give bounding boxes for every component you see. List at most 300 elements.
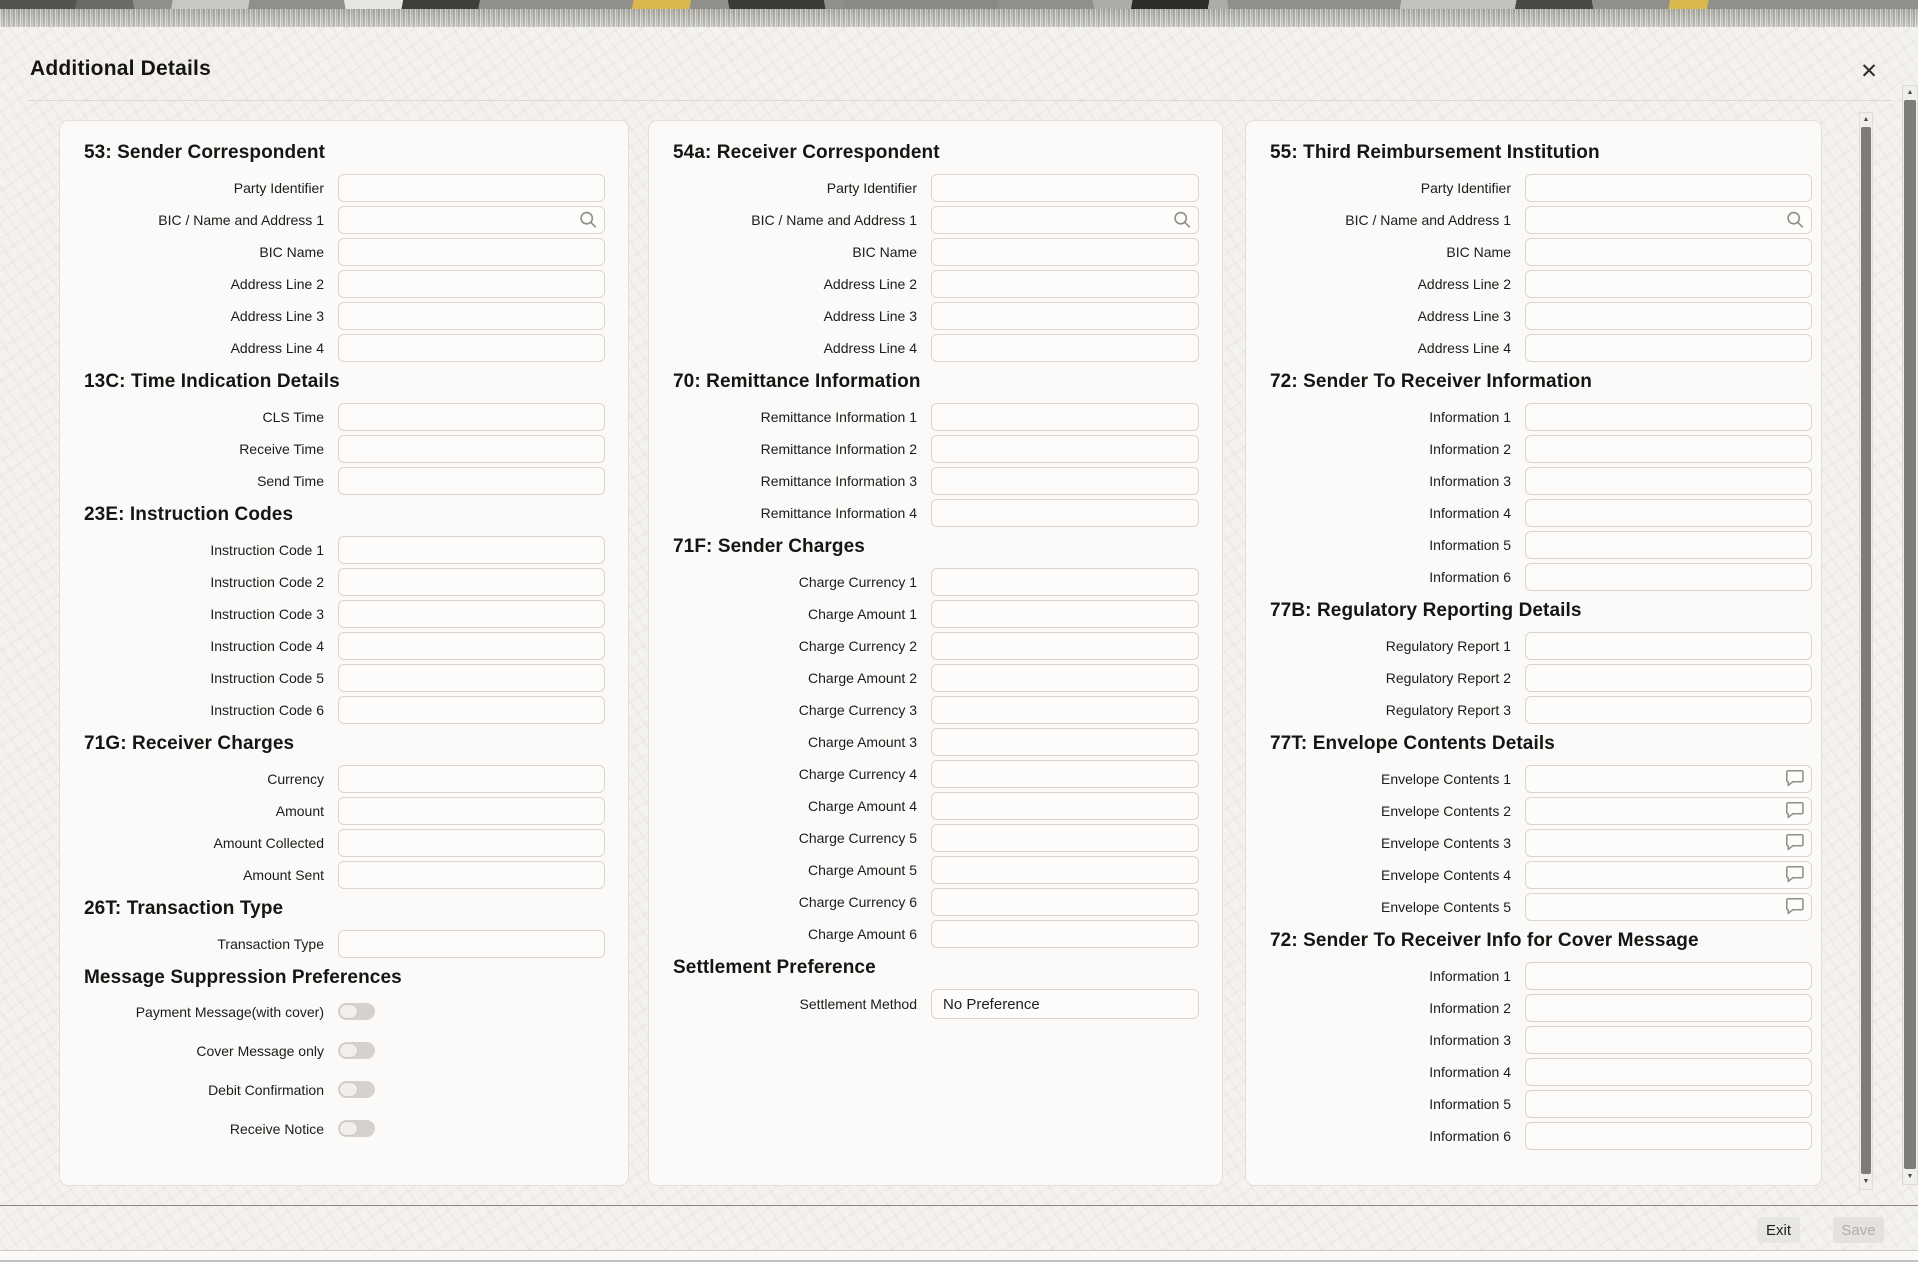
form-row [673, 856, 1199, 884]
form-row [84, 765, 605, 793]
col3-address-line-3-label: Address Line 3 [1417, 308, 1511, 324]
col1-transaction-type-label: Transaction Type [217, 936, 324, 952]
col1-receive-time-label: Receive Time [239, 441, 324, 457]
form-row [84, 1116, 605, 1141]
form-row [1270, 174, 1812, 202]
col2-party-identifier-input[interactable] [931, 174, 1199, 202]
form-row [1270, 797, 1812, 825]
window-scrollbar[interactable] [1902, 85, 1918, 1185]
field-wrap [338, 403, 605, 431]
footer-divider [0, 1205, 1918, 1206]
col3-information-5-input[interactable] [1525, 531, 1812, 559]
col1-payment-message-with-cover-toggle[interactable] [338, 1003, 375, 1020]
field-wrap [338, 467, 605, 495]
col2-charge-currency-2-label: Charge Currency 2 [798, 638, 917, 654]
col3-address-line-3-input[interactable] [1525, 302, 1812, 330]
col1-instruction-code-6-label: Instruction Code 6 [210, 702, 324, 718]
col3-information-1-label: Information 1 [1429, 409, 1511, 425]
col3-information-2-input[interactable] [1525, 435, 1812, 463]
section-title-settlement-preference: Settlement Preference [673, 957, 876, 978]
field-wrap [931, 792, 1199, 820]
search-icon[interactable] [578, 210, 598, 230]
col2-settlement-method-label: Settlement Method [799, 996, 917, 1012]
form-row [1270, 632, 1812, 660]
additional-details-modal [0, 27, 1918, 1262]
col2-charge-amount-5-input[interactable] [931, 856, 1199, 884]
col2-party-identifier-label: Party Identifier [826, 180, 917, 196]
field-wrap [1525, 893, 1812, 921]
field-wrap [1525, 499, 1812, 527]
field-wrap [338, 206, 605, 234]
section-title-53-sender-correspondent: 53: Sender Correspondent [84, 142, 326, 163]
scroll-up-icon[interactable]: ▲ [1906, 89, 1914, 96]
form-row [1270, 1058, 1812, 1086]
form-row [84, 536, 605, 564]
col3-regulatory-report-2-input[interactable] [1525, 664, 1812, 692]
field-wrap [931, 568, 1199, 596]
form-row [84, 403, 605, 431]
col3-bic-name-input[interactable] [1525, 238, 1812, 266]
form-row [673, 238, 1199, 266]
form-row [1270, 829, 1812, 857]
form-row [84, 467, 605, 495]
col2-address-line-2-input[interactable] [931, 270, 1199, 298]
col2-settlement-method-select[interactable] [931, 989, 1199, 1019]
col2-charge-currency-4-label: Charge Currency 4 [798, 766, 917, 782]
col3-envelope-contents-5-input[interactable] [1525, 893, 1812, 921]
field-wrap [931, 403, 1199, 431]
field-wrap [1525, 994, 1812, 1022]
field-wrap [338, 696, 605, 724]
field-wrap [931, 824, 1199, 852]
field-wrap [338, 829, 605, 857]
col2-charge-amount-3-label: Charge Amount 3 [808, 734, 917, 750]
field-wrap [338, 536, 605, 564]
decorative-top-banner [0, 0, 1918, 27]
form-row [673, 792, 1199, 820]
form-row [1270, 765, 1812, 793]
field-wrap [931, 728, 1199, 756]
col1-address-line-2-label: Address Line 2 [230, 276, 324, 292]
col1-cls-time-input[interactable] [338, 403, 605, 431]
search-icon[interactable] [1785, 210, 1805, 230]
field-wrap [1525, 435, 1812, 463]
col1-instruction-code-6-input[interactable] [338, 696, 605, 724]
col3-information-1-label: Information 1 [1429, 968, 1511, 984]
scroll-up-icon[interactable]: ▲ [1862, 116, 1870, 123]
scroll-down-icon[interactable]: ▼ [1906, 1173, 1914, 1180]
field-wrap [338, 302, 605, 330]
col2-charge-currency-5-label: Charge Currency 5 [798, 830, 917, 846]
col3-information-5-input[interactable] [1525, 1090, 1812, 1118]
col1-address-line-4-label: Address Line 4 [230, 340, 324, 356]
form-row [1270, 861, 1812, 889]
col3-envelope-contents-5-label: Envelope Contents 5 [1381, 899, 1511, 915]
col3-regulatory-report-3-input[interactable] [1525, 696, 1812, 724]
field-wrap [1525, 1026, 1812, 1054]
form-row [1270, 467, 1812, 495]
col3-envelope-contents-2-input[interactable] [1525, 797, 1812, 825]
field-wrap [1525, 962, 1812, 990]
form-row [1270, 435, 1812, 463]
col2-charge-amount-1-label: Charge Amount 1 [808, 606, 917, 622]
field-wrap [1525, 531, 1812, 559]
col1-bic-name-input[interactable] [338, 238, 605, 266]
col1-cover-message-only-toggle[interactable] [338, 1042, 375, 1059]
col1-amount-collected-input[interactable] [338, 829, 605, 857]
left-column [59, 120, 629, 1186]
form-row [1270, 1090, 1812, 1118]
field-wrap [338, 930, 605, 958]
col1-instruction-code-1-input[interactable] [338, 536, 605, 564]
field-wrap [1525, 302, 1812, 330]
col2-remittance-information-3-label: Remittance Information 3 [760, 473, 917, 489]
col3-party-identifier-input[interactable] [1525, 174, 1812, 202]
section-title-77t-envelope-contents-details: 77T: Envelope Contents Details [1270, 733, 1555, 754]
save-button[interactable]: Save [1833, 1217, 1884, 1243]
form-row [673, 174, 1199, 202]
field-wrap [1525, 174, 1812, 202]
col3-envelope-contents-4-input[interactable] [1525, 861, 1812, 889]
field-wrap [338, 568, 605, 596]
col2-remittance-information-4-input[interactable] [931, 499, 1199, 527]
section-title-71g-receiver-charges: 71G: Receiver Charges [84, 733, 295, 754]
col2-bic-name-and-address-1-label: BIC / Name and Address 1 [751, 212, 917, 228]
field-wrap [338, 861, 605, 889]
section-title-55-third-reimbursement-institution: 55: Third Reimbursement Institution [1270, 142, 1600, 163]
field-wrap [1525, 1058, 1812, 1086]
form-row [673, 302, 1199, 330]
form-row [673, 600, 1199, 628]
col2-charge-currency-6-input[interactable] [931, 888, 1199, 916]
field-wrap [931, 920, 1199, 948]
col3-information-5-label: Information 5 [1429, 1096, 1511, 1112]
search-icon[interactable] [1172, 210, 1192, 230]
col1-instruction-code-2-label: Instruction Code 2 [210, 574, 324, 590]
modal-scrollbar[interactable] [1859, 112, 1873, 1190]
field-wrap [931, 664, 1199, 692]
col3-envelope-contents-1-input[interactable] [1525, 765, 1812, 793]
col3-information-4-label: Information 4 [1429, 505, 1511, 521]
form-row [1270, 206, 1812, 234]
field-wrap [931, 856, 1199, 884]
col2-bic-name-and-address-1-input[interactable] [931, 206, 1199, 234]
form-row [84, 664, 605, 692]
form-row [673, 403, 1199, 431]
col2-charge-amount-6-input[interactable] [931, 920, 1199, 948]
col2-charge-currency-2-input[interactable] [931, 632, 1199, 660]
right-column [1245, 120, 1822, 1186]
col2-bic-name-label: BIC Name [852, 244, 917, 260]
camo-texture [0, 0, 1918, 9]
field-wrap [338, 238, 605, 266]
field-wrap [931, 334, 1199, 362]
form-row [84, 930, 605, 958]
form-row [84, 435, 605, 463]
col3-envelope-contents-3-label: Envelope Contents 3 [1381, 835, 1511, 851]
col3-information-5-label: Information 5 [1429, 537, 1511, 553]
col2-address-line-4-label: Address Line 4 [823, 340, 917, 356]
form-row [1270, 696, 1812, 724]
col1-receive-notice-label: Receive Notice [229, 1120, 324, 1137]
col3-information-4-label: Information 4 [1429, 1064, 1511, 1080]
col3-information-1-input[interactable] [1525, 962, 1812, 990]
col1-amount-sent-input[interactable] [338, 861, 605, 889]
field-wrap [338, 270, 605, 298]
form-row [673, 989, 1199, 1019]
col2-address-line-3-label: Address Line 3 [823, 308, 917, 324]
col2-charge-amount-2-input[interactable] [931, 664, 1199, 692]
col3-information-4-input[interactable] [1525, 1058, 1812, 1086]
col2-remittance-information-2-label: Remittance Information 2 [760, 441, 917, 457]
form-row [84, 829, 605, 857]
form-row [1270, 1026, 1812, 1054]
window-scrollbar-thumb[interactable] [1904, 100, 1916, 1169]
comment-icon[interactable] [1785, 833, 1805, 853]
section-title-13c-time-indication-details: 13C: Time Indication Details [84, 371, 340, 392]
field-wrap [1525, 467, 1812, 495]
form-row [1270, 664, 1812, 692]
form-row [84, 999, 605, 1024]
col1-address-line-3-input[interactable] [338, 302, 605, 330]
col1-instruction-code-5-input[interactable] [338, 664, 605, 692]
form-row [1270, 531, 1812, 559]
col2-charge-currency-4-input[interactable] [931, 760, 1199, 788]
form-row [673, 824, 1199, 852]
col1-party-identifier-label: Party Identifier [233, 180, 324, 196]
col3-information-3-input[interactable] [1525, 1026, 1812, 1054]
field-wrap [1525, 797, 1812, 825]
col3-bic-name-label: BIC Name [1446, 244, 1511, 260]
field-wrap [1525, 1090, 1812, 1118]
field-wrap [931, 174, 1199, 202]
section-title-message-suppression-preferences: Message Suppression Preferences [84, 967, 402, 988]
exit-button[interactable]: Exit [1757, 1217, 1800, 1243]
col2-bic-name-input[interactable] [931, 238, 1199, 266]
form-row [1270, 893, 1812, 921]
col1-address-line-2-input[interactable] [338, 270, 605, 298]
col3-envelope-contents-3-input[interactable] [1525, 829, 1812, 857]
col2-address-line-2-label: Address Line 2 [823, 276, 917, 292]
col3-envelope-contents-2-label: Envelope Contents 2 [1381, 803, 1511, 819]
col3-regulatory-report-1-input[interactable] [1525, 632, 1812, 660]
col2-charge-currency-1-input[interactable] [931, 568, 1199, 596]
form-row [1270, 334, 1812, 362]
col3-address-line-2-label: Address Line 2 [1417, 276, 1511, 292]
form-row [1270, 238, 1812, 266]
col1-amount-sent-label: Amount Sent [243, 867, 324, 883]
field-wrap [338, 600, 605, 628]
col1-instruction-code-2-input[interactable] [338, 568, 605, 596]
col1-payment-message-with-cover-label: Payment Message(with cover) [135, 1003, 324, 1020]
close-icon[interactable]: ✕ [1854, 57, 1884, 87]
form-row [84, 1038, 605, 1063]
section-title-26t-transaction-type: 26T: Transaction Type [84, 898, 284, 919]
col1-cover-message-only-label: Cover Message only [196, 1042, 324, 1059]
col2-charge-amount-1-input[interactable] [931, 600, 1199, 628]
col1-send-time-input[interactable] [338, 467, 605, 495]
col1-send-time-label: Send Time [257, 473, 324, 489]
col3-information-6-input[interactable] [1525, 563, 1812, 591]
section-title-23e-instruction-codes: 23E: Instruction Codes [84, 504, 294, 525]
col3-information-3-input[interactable] [1525, 467, 1812, 495]
col1-debit-confirmation-label: Debit Confirmation [208, 1081, 324, 1098]
form-row [673, 760, 1199, 788]
field-wrap [931, 888, 1199, 916]
col3-bic-name-and-address-1-input[interactable] [1525, 206, 1812, 234]
form-row [673, 696, 1199, 724]
col1-instruction-code-3-input[interactable] [338, 600, 605, 628]
field-wrap [931, 238, 1199, 266]
form-row [1270, 403, 1812, 431]
form-row [1270, 302, 1812, 330]
comment-icon[interactable] [1785, 769, 1805, 789]
form-row [673, 664, 1199, 692]
col2-charge-currency-3-input[interactable] [931, 696, 1199, 724]
col3-information-6-input[interactable] [1525, 1122, 1812, 1150]
field-wrap [338, 797, 605, 825]
form-row [84, 696, 605, 724]
field-wrap [931, 632, 1199, 660]
form-row [1270, 563, 1812, 591]
field-wrap [931, 760, 1199, 788]
col3-address-line-4-input[interactable] [1525, 334, 1812, 362]
col3-information-2-input[interactable] [1525, 994, 1812, 1022]
form-row [673, 334, 1199, 362]
col2-remittance-information-3-input[interactable] [931, 467, 1199, 495]
form-row [84, 568, 605, 596]
field-wrap [1525, 829, 1812, 857]
field-wrap [1525, 563, 1812, 591]
section-title-72-sender-to-receiver-info-for-cover-message: 72: Sender To Receiver Info for Cover Message [1270, 930, 1699, 951]
form-row [1270, 1122, 1812, 1150]
col3-address-line-2-input[interactable] [1525, 270, 1812, 298]
field-wrap [1525, 206, 1812, 234]
col1-amount-input[interactable] [338, 797, 605, 825]
form-row [1270, 962, 1812, 990]
section-title-71f-sender-charges: 71F: Sender Charges [673, 536, 865, 557]
field-wrap [1525, 270, 1812, 298]
form-row [84, 334, 605, 362]
field-wrap [1525, 664, 1812, 692]
col1-amount-label: Amount [275, 803, 324, 819]
col1-currency-label: Currency [267, 771, 324, 787]
form-row [673, 568, 1199, 596]
form-row [84, 797, 605, 825]
col2-remittance-information-2-input[interactable] [931, 435, 1199, 463]
header-divider [28, 100, 1892, 101]
col2-remittance-information-1-label: Remittance Information 1 [760, 409, 917, 425]
col2-charge-amount-5-label: Charge Amount 5 [808, 862, 917, 878]
form-row [84, 302, 605, 330]
col3-information-3-label: Information 3 [1429, 473, 1511, 489]
col1-bic-name-and-address-1-input[interactable] [338, 206, 605, 234]
form-row [673, 888, 1199, 916]
field-wrap [931, 270, 1199, 298]
field-wrap [1525, 403, 1812, 431]
scroll-down-icon[interactable]: ▼ [1862, 1178, 1870, 1185]
form-row [84, 861, 605, 889]
col1-party-identifier-input[interactable] [338, 174, 605, 202]
col1-currency-input[interactable] [338, 765, 605, 793]
comment-icon[interactable] [1785, 801, 1805, 821]
col1-instruction-code-4-label: Instruction Code 4 [210, 638, 324, 654]
comment-icon[interactable] [1785, 897, 1805, 917]
form-row [673, 467, 1199, 495]
field-wrap [338, 632, 605, 660]
col3-regulatory-report-3-label: Regulatory Report 3 [1385, 702, 1511, 718]
col1-cls-time-label: CLS Time [262, 409, 324, 425]
field-wrap [1525, 861, 1812, 889]
form-row [673, 499, 1199, 527]
form-row [673, 632, 1199, 660]
col3-information-4-input[interactable] [1525, 499, 1812, 527]
field-wrap [338, 174, 605, 202]
field-wrap [1525, 334, 1812, 362]
form-row [673, 206, 1199, 234]
field-wrap [931, 302, 1199, 330]
col2-charge-amount-6-label: Charge Amount 6 [808, 926, 917, 942]
form-row [673, 270, 1199, 298]
col3-envelope-contents-4-label: Envelope Contents 4 [1381, 867, 1511, 883]
bottom-edge-strip [0, 1250, 1918, 1262]
col1-receive-time-input[interactable] [338, 435, 605, 463]
col2-address-line-4-input[interactable] [931, 334, 1199, 362]
col2-address-line-3-input[interactable] [931, 302, 1199, 330]
col2-charge-currency-5-input[interactable] [931, 824, 1199, 852]
modal-scrollbar-thumb[interactable] [1861, 127, 1871, 1174]
field-wrap [338, 765, 605, 793]
col1-receive-notice-toggle[interactable] [338, 1120, 375, 1137]
col1-amount-collected-label: Amount Collected [213, 835, 324, 851]
field-wrap [931, 499, 1199, 527]
form-row [673, 920, 1199, 948]
field-wrap [931, 696, 1199, 724]
page-title: Additional Details [30, 57, 211, 80]
gray-texture [0, 9, 1918, 27]
col3-regulatory-report-2-label: Regulatory Report 2 [1385, 670, 1511, 686]
field-wrap [1525, 765, 1812, 793]
field-wrap [1525, 632, 1812, 660]
comment-icon[interactable] [1785, 865, 1805, 885]
col1-instruction-code-4-input[interactable] [338, 632, 605, 660]
form-row [84, 1077, 605, 1102]
col1-instruction-code-5-label: Instruction Code 5 [210, 670, 324, 686]
section-title-77b-regulatory-reporting-details: 77B: Regulatory Reporting Details [1270, 600, 1582, 621]
col2-charge-amount-3-input[interactable] [931, 728, 1199, 756]
col2-charge-currency-1-label: Charge Currency 1 [798, 574, 917, 590]
col1-debit-confirmation-toggle[interactable] [338, 1081, 375, 1098]
col3-regulatory-report-1-label: Regulatory Report 1 [1385, 638, 1511, 654]
col2-charge-amount-4-input[interactable] [931, 792, 1199, 820]
col2-remittance-information-1-input[interactable] [931, 403, 1199, 431]
col3-information-3-label: Information 3 [1429, 1032, 1511, 1048]
col1-address-line-3-label: Address Line 3 [230, 308, 324, 324]
col3-information-1-input[interactable] [1525, 403, 1812, 431]
col1-transaction-type-input[interactable] [338, 930, 605, 958]
field-wrap [931, 206, 1199, 234]
col2-remittance-information-4-label: Remittance Information 4 [760, 505, 917, 521]
col2-charge-amount-2-label: Charge Amount 2 [808, 670, 917, 686]
col1-address-line-4-input[interactable] [338, 334, 605, 362]
field-wrap [338, 435, 605, 463]
col1-instruction-code-3-label: Instruction Code 3 [210, 606, 324, 622]
field-wrap [338, 664, 605, 692]
col2-charge-currency-3-label: Charge Currency 3 [798, 702, 917, 718]
col3-bic-name-and-address-1-label: BIC / Name and Address 1 [1345, 212, 1511, 228]
col2-settlement-method-value: No Preference [943, 995, 1040, 1013]
form-row [1270, 270, 1812, 298]
